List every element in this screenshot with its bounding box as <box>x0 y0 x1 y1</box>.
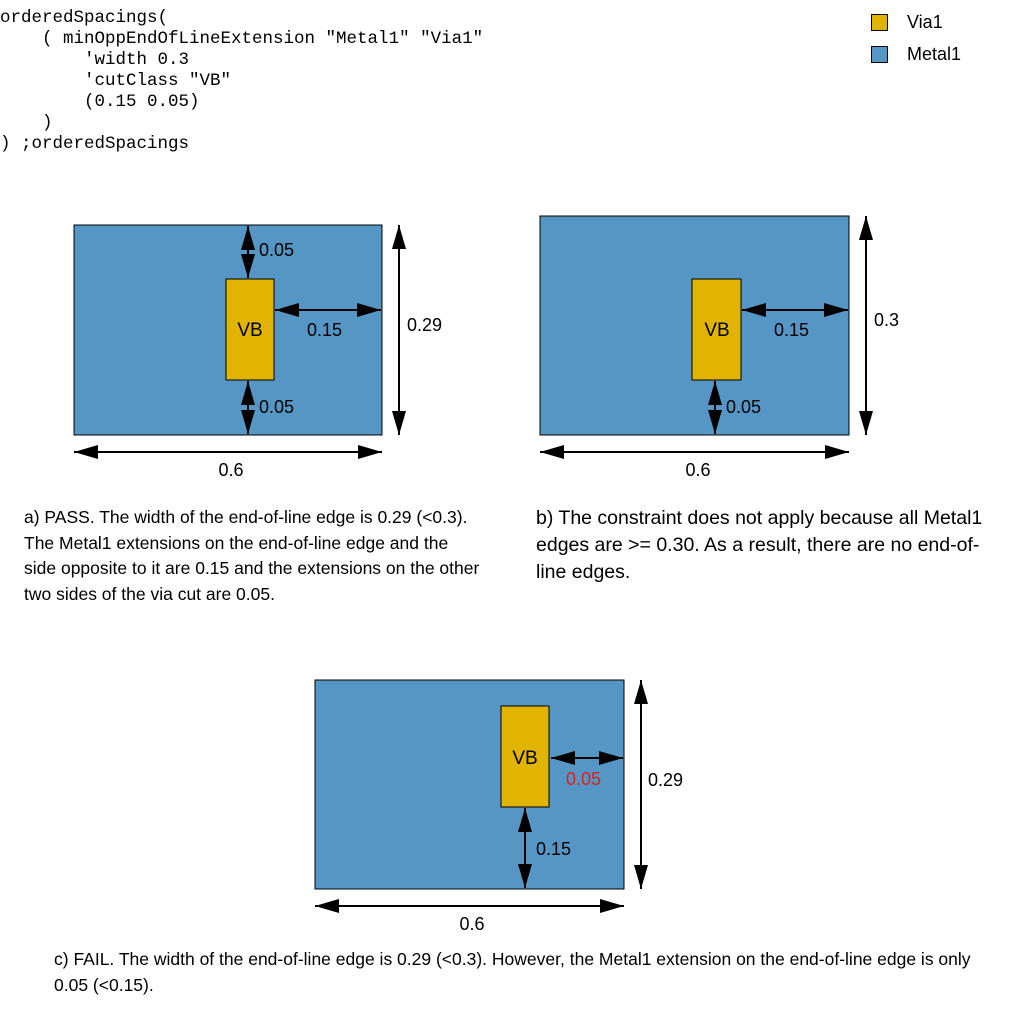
bottom-gap-label: 0.15 <box>536 839 572 859</box>
caption-c: c) FAIL. The width of the end-of-line edge is 0.29 (<0.3). However, the Metal1 extension on the end-of-line edge is only 0.05 (<0.15). <box>54 949 971 995</box>
right-gap-label: 0.15 <box>307 320 343 340</box>
right-gap-label: 0.15 <box>774 320 810 340</box>
height-label: 0.29 <box>407 315 443 335</box>
width-label: 0.6 <box>459 914 485 934</box>
code-line: 'cutClass "VB" <box>0 71 232 91</box>
code-line: (0.15 0.05) <box>0 92 200 112</box>
caption-b: b) The constraint does not apply because all Metal1 edges are >= 0.30. As a result, there are no end-of-line edges. <box>536 507 983 583</box>
bottom-gap-label: 0.05 <box>726 397 762 417</box>
diagram-c <box>315 680 683 934</box>
legend-label-via1: Via1 <box>907 12 943 32</box>
right-gap-label: 0.05 <box>566 769 602 789</box>
bottom-gap-label: 0.05 <box>259 397 295 417</box>
via-label: VB <box>237 320 263 341</box>
via-label: VB <box>704 320 730 341</box>
height-label: 0.3 <box>874 310 900 330</box>
width-label: 0.6 <box>685 460 711 480</box>
caption-a: a) PASS. The width of the end-of-line edge is 0.29 (<0.3). The Metal1 extensions on the end-of-line edge and the side opposite to it are 0.15 and the extensions on the other two sides of the via cut are 0.05. <box>24 507 480 604</box>
code-line: ( minOppEndOfLineExtension "Metal1" "Via1" <box>0 29 484 49</box>
code-line: ) <box>0 113 53 133</box>
via-label: VB <box>512 748 538 769</box>
diagram-b <box>540 216 899 480</box>
top-gap-label: 0.05 <box>259 240 295 260</box>
legend-label-metal1: Metal1 <box>907 44 962 64</box>
code-line: orderedSpacings( <box>0 8 169 28</box>
code-line: 'width 0.3 <box>0 50 190 70</box>
width-label: 0.6 <box>218 460 244 480</box>
code-line: ) ;orderedSpacings <box>0 134 190 154</box>
diagram-a <box>74 225 442 480</box>
height-label: 0.29 <box>648 770 684 790</box>
